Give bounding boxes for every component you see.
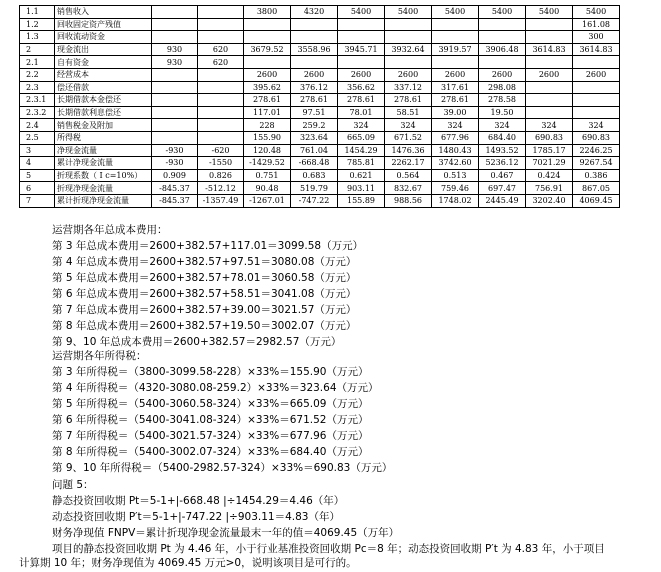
value-cell: 376.12 — [291, 81, 338, 94]
value-cell: 2600 — [573, 68, 620, 81]
value-cell: 356.62 — [338, 81, 385, 94]
value-cell: 3919.57 — [432, 43, 479, 56]
value-cell: 324 — [573, 119, 620, 132]
value-cell — [338, 31, 385, 44]
value-cell: 0.467 — [479, 169, 526, 182]
value-cell: 3800 — [244, 6, 291, 19]
value-cell: 3742.60 — [432, 157, 479, 170]
value-cell — [152, 106, 198, 119]
value-cell: 155.89 — [338, 194, 385, 207]
row-number-cell: 7 — [20, 194, 55, 207]
value-cell: 671.52 — [385, 131, 432, 144]
value-cell — [198, 94, 244, 107]
value-cell — [198, 81, 244, 94]
value-cell: 278.61 — [432, 94, 479, 107]
value-cell: 1493.52 — [479, 144, 526, 157]
value-cell: 228 — [244, 119, 291, 132]
value-cell — [526, 56, 573, 69]
value-cell: 930 — [152, 43, 198, 56]
value-cell — [291, 31, 338, 44]
value-cell — [152, 6, 198, 19]
value-cell: 2600 — [291, 68, 338, 81]
value-cell — [432, 56, 479, 69]
value-cell: 278.61 — [291, 94, 338, 107]
value-cell: 120.48 — [244, 144, 291, 157]
value-cell: 278.58 — [479, 94, 526, 107]
value-cell: 324 — [479, 119, 526, 132]
value-cell: 5400 — [338, 6, 385, 19]
row-label-cell: 长期借款利息偿还 — [55, 106, 152, 119]
value-cell: 756.91 — [526, 182, 573, 195]
text-line: 动态投资回收期 P′t＝5-1+|-747.22 |÷903.11＝4.83（年） — [52, 511, 340, 523]
value-cell — [573, 56, 620, 69]
value-cell: -747.22 — [291, 194, 338, 207]
text-line: 第 3 年所得税＝（3800-3099.58-228）×33%＝155.90（万元） — [52, 366, 369, 378]
value-cell: -845.37 — [152, 194, 198, 207]
text-line: 第 9、10 年所得税＝（5400-2982.57-324）×33%＝690.83（万元） — [52, 462, 393, 474]
row-label-cell: 经营成本 — [55, 68, 152, 81]
value-cell: 1748.02 — [432, 194, 479, 207]
value-cell — [244, 18, 291, 31]
text-line: 第 7 年所得税＝（5400-3021.57-324）×33%＝677.96（万元） — [52, 430, 369, 442]
value-cell: 161.08 — [573, 18, 620, 31]
table-row — [20, 119, 620, 132]
row-number-cell: 2.3.2 — [20, 106, 55, 119]
value-cell — [479, 56, 526, 69]
table-row — [20, 131, 620, 144]
row-number-cell: 2.3.1 — [20, 94, 55, 107]
value-cell: 2445.49 — [479, 194, 526, 207]
table-row — [20, 157, 620, 170]
value-cell: 0.513 — [432, 169, 479, 182]
value-cell — [198, 131, 244, 144]
text-line: 第 6 年总成本费用＝2600+382.57+58.51＝3041.08（万元） — [52, 288, 357, 300]
value-cell: 0.751 — [244, 169, 291, 182]
table-row — [20, 31, 620, 44]
row-number-cell: 2.4 — [20, 119, 55, 132]
row-label-cell: 回收固定资产残值 — [55, 18, 152, 31]
row-label-cell: 销售税金及附加 — [55, 119, 152, 132]
value-cell: 785.81 — [338, 157, 385, 170]
value-cell — [244, 56, 291, 69]
value-cell: 677.96 — [432, 131, 479, 144]
value-cell — [526, 18, 573, 31]
value-cell: 665.09 — [338, 131, 385, 144]
value-cell: 0.564 — [385, 169, 432, 182]
value-cell: 0.621 — [338, 169, 385, 182]
value-cell — [338, 56, 385, 69]
value-cell: 930 — [152, 56, 198, 69]
value-cell: 1785.17 — [526, 144, 573, 157]
value-cell: 337.12 — [385, 81, 432, 94]
value-cell: 2600 — [526, 68, 573, 81]
value-cell: 278.61 — [338, 94, 385, 107]
value-cell — [432, 18, 479, 31]
value-cell: 5400 — [479, 6, 526, 19]
value-cell: 0.386 — [573, 169, 620, 182]
value-cell: 3932.64 — [385, 43, 432, 56]
row-number-cell: 1.2 — [20, 18, 55, 31]
table-row — [20, 81, 620, 94]
row-label-cell: 累计折现净现金流量 — [55, 194, 152, 207]
text-line: 财务净现值 FNPV＝累计折现净现金流量最末一年的值＝4069.45（万年） — [52, 527, 400, 539]
value-cell: 19.50 — [479, 106, 526, 119]
value-cell: 3945.71 — [338, 43, 385, 56]
value-cell: 155.90 — [244, 131, 291, 144]
value-cell: 1476.36 — [385, 144, 432, 157]
value-cell — [152, 119, 198, 132]
text-line: 项目的静态投资回收期 Pt 为 4.46 年，小于行业基准投资回收期 Pc＝8 年；动态投资回收期 P′t 为 4.83 年，小于项目 — [52, 543, 605, 555]
value-cell: 1454.29 — [338, 144, 385, 157]
value-cell: 395.62 — [244, 81, 291, 94]
text-line: 计算期 10 年；财务净现值为 4069.45 万元>0，说明该项目是可行的。 — [19, 557, 357, 569]
value-cell: 0.826 — [198, 169, 244, 182]
table-row — [20, 182, 620, 195]
value-cell — [198, 31, 244, 44]
value-cell: 278.61 — [385, 94, 432, 107]
value-cell: 0.683 — [291, 169, 338, 182]
value-cell: 5236.12 — [479, 157, 526, 170]
value-cell: 2600 — [244, 68, 291, 81]
text-line: 第 6 年所得税＝（5400-3041.08-324）×33%＝671.52（万元） — [52, 414, 369, 426]
value-cell: 5400 — [432, 6, 479, 19]
value-cell — [338, 18, 385, 31]
row-label-cell: 销售收入 — [55, 6, 152, 19]
value-cell: 0.424 — [526, 169, 573, 182]
value-cell: 298.08 — [479, 81, 526, 94]
value-cell: 324 — [526, 119, 573, 132]
row-number-cell: 2 — [20, 43, 55, 56]
value-cell: -1429.52 — [244, 157, 291, 170]
table-row — [20, 68, 620, 81]
value-cell — [198, 119, 244, 132]
table-row — [20, 144, 620, 157]
value-cell: 3614.83 — [526, 43, 573, 56]
value-cell: 3202.40 — [526, 194, 573, 207]
row-number-cell: 2.3 — [20, 81, 55, 94]
row-label-cell: 折现系数（ I c=10%） — [55, 169, 152, 182]
value-cell — [291, 18, 338, 31]
value-cell — [526, 94, 573, 107]
value-cell: 117.01 — [244, 106, 291, 119]
value-cell: 1480.43 — [432, 144, 479, 157]
value-cell: 97.51 — [291, 106, 338, 119]
text-line: 第 5 年总成本费用＝2600+382.57+78.01＝3060.58（万元） — [52, 272, 357, 284]
value-cell: 3614.83 — [573, 43, 620, 56]
value-cell: 7021.29 — [526, 157, 573, 170]
value-cell — [573, 81, 620, 94]
text-line: 第 5 年所得税＝（5400-3060.58-324）×33%＝665.09（万元） — [52, 398, 369, 410]
value-cell — [152, 18, 198, 31]
table-row — [20, 43, 620, 56]
text-line: 第 4 年总成本费用＝2600+382.57+97.51＝3080.08（万元） — [52, 256, 357, 268]
value-cell: 2600 — [385, 68, 432, 81]
table-row — [20, 94, 620, 107]
value-cell: -512.12 — [198, 182, 244, 195]
value-cell — [152, 31, 198, 44]
value-cell — [244, 31, 291, 44]
value-cell: 759.46 — [432, 182, 479, 195]
text-line: 问题 5： — [52, 479, 94, 491]
value-cell — [432, 31, 479, 44]
value-cell: 39.00 — [432, 106, 479, 119]
value-cell: -1267.01 — [244, 194, 291, 207]
value-cell: 690.83 — [573, 131, 620, 144]
value-cell — [385, 18, 432, 31]
row-number-cell: 2.2 — [20, 68, 55, 81]
value-cell: 324 — [385, 119, 432, 132]
value-cell — [198, 68, 244, 81]
value-cell: 684.40 — [479, 131, 526, 144]
value-cell: 3558.96 — [291, 43, 338, 56]
row-label-cell: 现金流出 — [55, 43, 152, 56]
value-cell: 2262.17 — [385, 157, 432, 170]
value-cell: 5400 — [573, 6, 620, 19]
value-cell: 867.05 — [573, 182, 620, 195]
value-cell — [573, 106, 620, 119]
value-cell: 2600 — [432, 68, 479, 81]
value-cell: 2600 — [479, 68, 526, 81]
row-label-cell: 所得税 — [55, 131, 152, 144]
row-label-cell: 自有资金 — [55, 56, 152, 69]
value-cell — [479, 31, 526, 44]
value-cell: 259.2 — [291, 119, 338, 132]
value-cell — [385, 31, 432, 44]
row-number-cell: 2.1 — [20, 56, 55, 69]
row-label-cell: 累计净现金流量 — [55, 157, 152, 170]
table-row — [20, 18, 620, 31]
value-cell — [526, 81, 573, 94]
value-cell: 9267.54 — [573, 157, 620, 170]
value-cell — [152, 94, 198, 107]
value-cell: 5400 — [385, 6, 432, 19]
value-cell — [526, 31, 573, 44]
row-label-cell: 回收流动资金 — [55, 31, 152, 44]
value-cell: 317.61 — [432, 81, 479, 94]
value-cell — [198, 6, 244, 19]
value-cell: 324 — [338, 119, 385, 132]
row-label-cell: 偿还借款 — [55, 81, 152, 94]
value-cell — [291, 56, 338, 69]
value-cell: -668.48 — [291, 157, 338, 170]
value-cell: -930 — [152, 144, 198, 157]
value-cell — [198, 18, 244, 31]
value-cell: 2246.25 — [573, 144, 620, 157]
table-row — [20, 106, 620, 119]
text-line: 第 8 年总成本费用＝2600+382.57+19.50＝3002.07（万元） — [52, 320, 357, 332]
text-line: 第 7 年总成本费用＝2600+382.57+39.00＝3021.57（万元） — [52, 304, 357, 316]
value-cell: 4069.45 — [573, 194, 620, 207]
table-row — [20, 56, 620, 69]
value-cell: 690.83 — [526, 131, 573, 144]
row-number-cell: 3 — [20, 144, 55, 157]
cash-flow-table — [19, 5, 620, 208]
value-cell: -930 — [152, 157, 198, 170]
table-row — [20, 194, 620, 207]
value-cell: 0.909 — [152, 169, 198, 182]
table-row — [20, 6, 620, 19]
value-cell: -1357.49 — [198, 194, 244, 207]
row-number-cell: 5 — [20, 169, 55, 182]
value-cell: 5400 — [526, 6, 573, 19]
row-number-cell: 4 — [20, 157, 55, 170]
value-cell — [152, 68, 198, 81]
row-number-cell: 6 — [20, 182, 55, 195]
value-cell: 278.61 — [244, 94, 291, 107]
text-line: 静态投资回收期 Pt＝5-1+|-668.48 |÷1454.29＝4.46（年） — [52, 495, 345, 507]
text-line: 第 8 年所得税＝（5400-3002.07-324）×33%＝684.40（万元） — [52, 446, 369, 458]
value-cell — [152, 81, 198, 94]
value-cell: 3679.52 — [244, 43, 291, 56]
value-cell — [573, 94, 620, 107]
row-number-cell: 1.3 — [20, 31, 55, 44]
value-cell: 324 — [432, 119, 479, 132]
text-line: 第 4 年所得税＝（4320-3080.08-259.2）×33%＝323.64（万元） — [52, 382, 379, 394]
value-cell: 300 — [573, 31, 620, 44]
text-line: 运营期各年总成本费用： — [52, 224, 168, 236]
table-row — [20, 169, 620, 182]
value-cell: 323.64 — [291, 131, 338, 144]
value-cell — [526, 106, 573, 119]
row-label-cell: 净现金流量 — [55, 144, 152, 157]
value-cell: 988.56 — [385, 194, 432, 207]
value-cell: 620 — [198, 43, 244, 56]
value-cell: -1550 — [198, 157, 244, 170]
value-cell: 90.48 — [244, 182, 291, 195]
value-cell: 519.79 — [291, 182, 338, 195]
row-number-cell: 1.1 — [20, 6, 55, 19]
value-cell: 2600 — [338, 68, 385, 81]
value-cell: 78.01 — [338, 106, 385, 119]
row-label-cell: 长期借款本金偿还 — [55, 94, 152, 107]
value-cell: 4320 — [291, 6, 338, 19]
text-line: 第 9、10 年总成本费用＝2600+382.57＝2982.57（万元） — [52, 336, 342, 348]
value-cell — [152, 131, 198, 144]
row-number-cell: 2.5 — [20, 131, 55, 144]
value-cell — [198, 106, 244, 119]
row-label-cell: 折现净现金流量 — [55, 182, 152, 195]
text-line: 运营期各年所得税： — [52, 350, 147, 362]
value-cell: 620 — [198, 56, 244, 69]
text-line: 第 3 年总成本费用＝2600+382.57+117.01＝3099.58（万元） — [52, 240, 364, 252]
value-cell: 3906.48 — [479, 43, 526, 56]
value-cell — [479, 18, 526, 31]
value-cell: 832.67 — [385, 182, 432, 195]
value-cell: -845.37 — [152, 182, 198, 195]
value-cell: 761.04 — [291, 144, 338, 157]
value-cell: 58.51 — [385, 106, 432, 119]
value-cell: 903.11 — [338, 182, 385, 195]
value-cell — [385, 56, 432, 69]
value-cell: 697.47 — [479, 182, 526, 195]
value-cell: -620 — [198, 144, 244, 157]
